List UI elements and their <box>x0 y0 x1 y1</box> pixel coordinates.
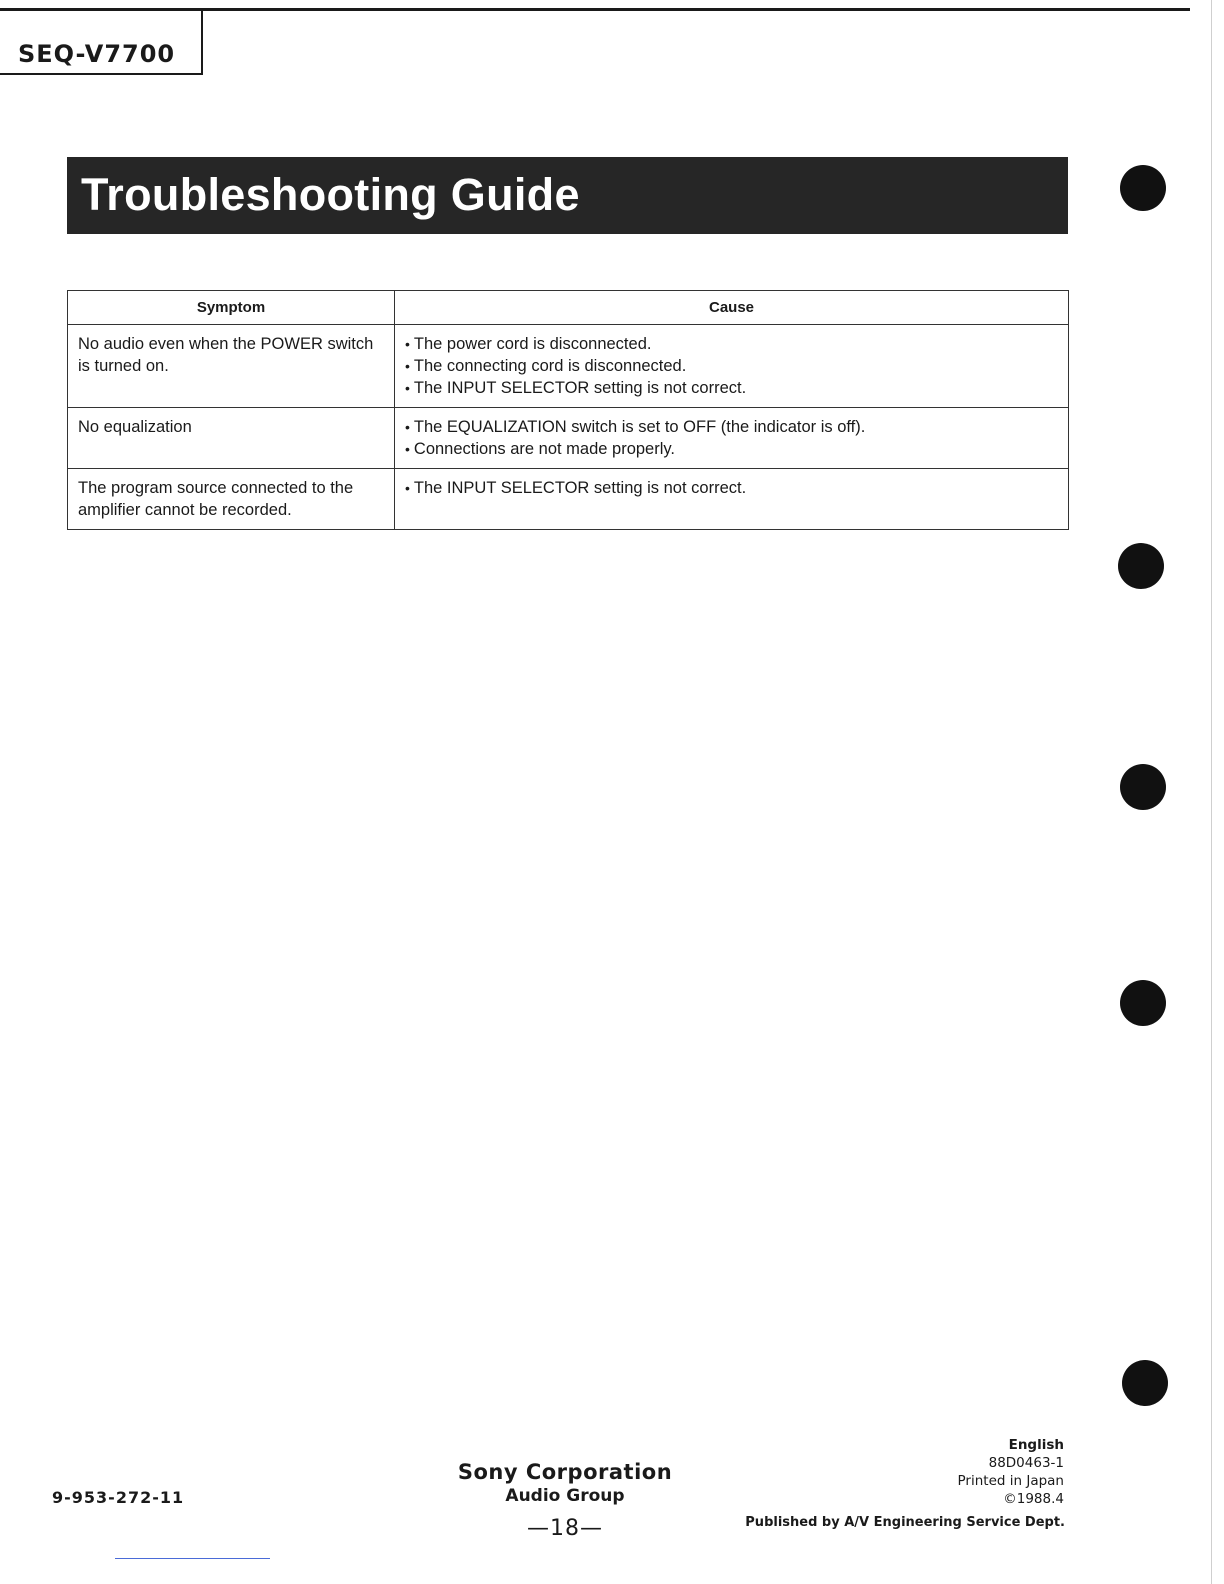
cause-cell <box>395 325 1069 408</box>
binder-hole <box>1122 1360 1168 1406</box>
page-edge <box>1211 0 1212 1584</box>
bottom-rule <box>115 1558 270 1559</box>
footer-center <box>400 1460 730 1541</box>
symptom-cell: No equalization <box>68 408 395 469</box>
page-number: —18— <box>527 1516 603 1541</box>
footer-info <box>860 1436 1064 1508</box>
copyright-date: ©1988.4 <box>1003 1491 1064 1507</box>
model-label: SEQ-V7700 <box>18 40 176 68</box>
printed-label: Printed in Japan <box>957 1473 1064 1489</box>
table-row <box>68 325 1069 408</box>
title-bar <box>67 157 1068 234</box>
cause-item: • The INPUT SELECTOR setting is not correct. <box>405 377 1058 399</box>
cause-cell <box>395 469 1069 530</box>
symptom-cell: The program source connected to the amplifier cannot be recorded. <box>68 469 395 530</box>
page-title: Troubleshooting Guide <box>81 169 580 220</box>
publisher-line: Published by A/V Engineering Service Dept. <box>745 1515 1065 1530</box>
symptom-cell: No audio even when the POWER switch is turned on. <box>68 325 395 408</box>
cause-item: • The EQUALIZATION switch is set to OFF (the indicator is off). <box>405 416 1058 438</box>
part-number: 9-953-272-11 <box>52 1488 185 1507</box>
cause-item: • The INPUT SELECTOR setting is not correct. <box>405 477 1058 499</box>
table-header-row <box>68 291 1069 325</box>
group-name: Audio Group <box>505 1486 625 1506</box>
symptom-header: Symptom <box>68 291 395 325</box>
binder-hole <box>1118 543 1164 589</box>
cause-item: • The connecting cord is disconnected. <box>405 355 1058 377</box>
binder-hole <box>1120 980 1166 1026</box>
cause-cell <box>395 408 1069 469</box>
language-label: English <box>1008 1437 1064 1453</box>
model-box <box>0 10 203 75</box>
binder-hole <box>1120 764 1166 810</box>
binder-hole <box>1120 165 1166 211</box>
cause-header: Cause <box>395 291 1069 325</box>
company-name: Sony Corporation <box>457 1460 673 1484</box>
doc-code: 88D0463-1 <box>988 1455 1064 1471</box>
table-row <box>68 408 1069 469</box>
table-row <box>68 469 1069 530</box>
cause-item: • The power cord is disconnected. <box>405 333 1058 355</box>
troubleshooting-table <box>67 290 1069 530</box>
cause-item: • Connections are not made properly. <box>405 438 1058 460</box>
